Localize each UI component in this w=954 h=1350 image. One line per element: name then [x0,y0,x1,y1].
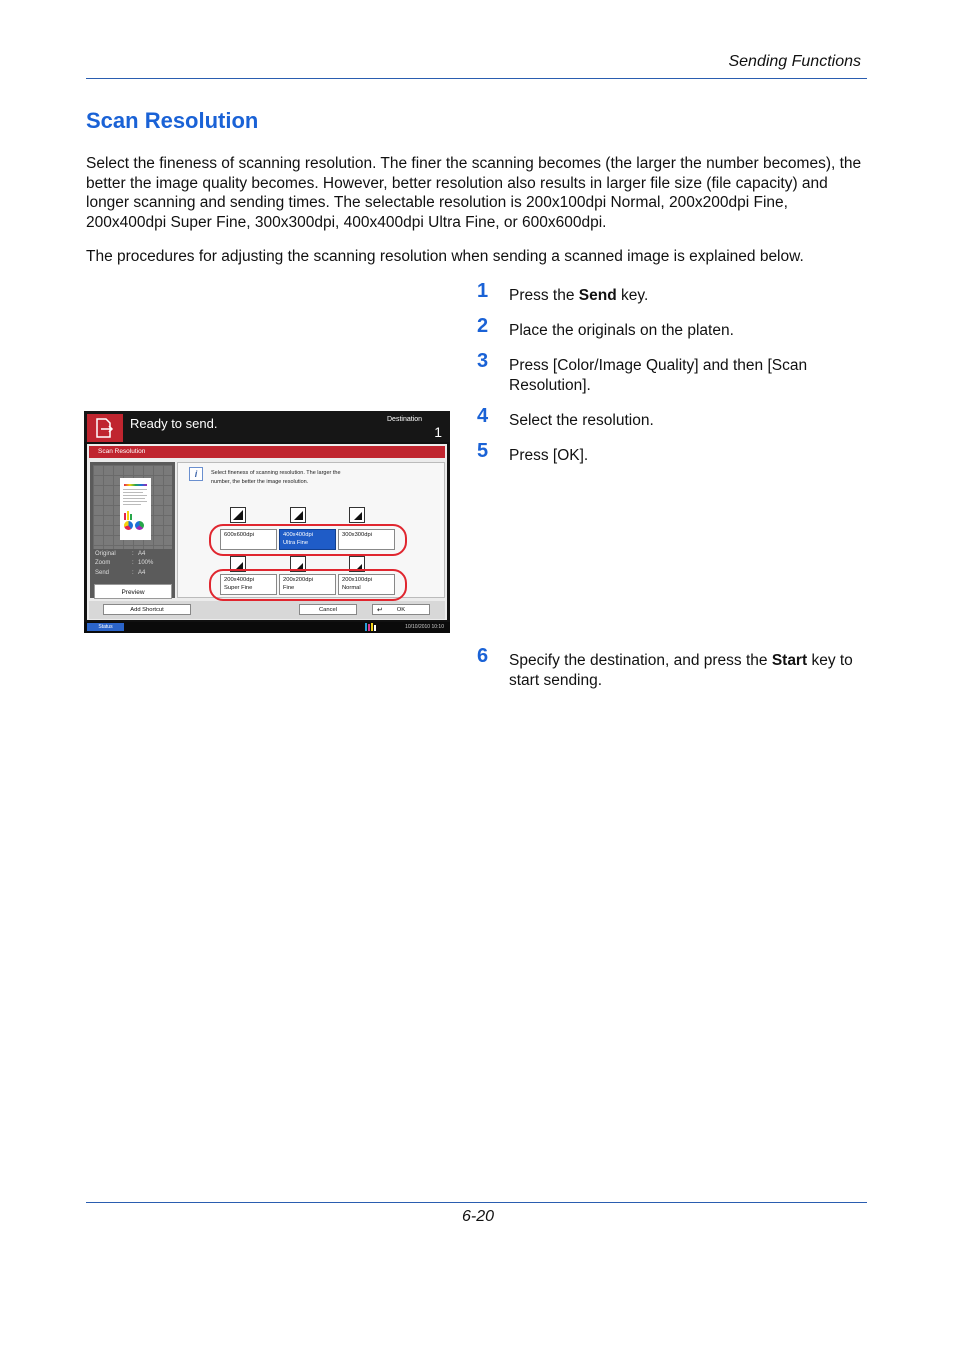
destination-label: Destination [387,416,423,423]
running-head: Sending Functions [728,53,861,70]
function-title: Scan Resolution [89,446,445,458]
status-button[interactable]: Status [87,623,124,631]
page-number: 6-20 [462,1208,495,1225]
step-text: Select the resolution. [509,412,654,429]
step-3 [477,350,867,395]
destination-indicator [384,411,446,442]
step-text: Press [OK]. [509,447,589,464]
step-1 [477,280,867,306]
resolution-settings [177,462,445,598]
step-number: 2 [477,315,489,337]
original-thumbnail [120,478,151,540]
step-number: 5 [477,440,489,462]
resolution-300x300-button[interactable]: 300x300dpi [338,529,395,550]
step-2 [477,315,867,341]
resolution-level-icon [290,507,306,523]
ok-button[interactable]: ↵ OK [372,604,430,615]
resolution-200x400-button[interactable]: 200x400dpi Super Fine [220,574,277,595]
step-number: 1 [477,280,489,302]
procedure-intro: The procedures for adjusting the scanning resolution when sending a scanned image is explained below. [86,248,804,265]
section-title: Scan Resolution [86,108,259,133]
panel-footer [89,601,445,619]
toner-level-icon [365,623,377,631]
info-send: Send : A4 [95,570,146,576]
enter-icon: ↵ [377,607,383,614]
step-text: Press the Send key. [509,287,649,304]
step-text: Press [Color/Image Quality] and then [Scan Resolution]. [509,357,808,394]
intro-paragraph: Select the fineness of scanning resolution. The finer the scanning becomes (the larger the number becomes), the better the image quality becomes. However, better resolution also results in larger file size (file capacity) and longer scanning and sending times. The selectable resolution is 200x100dpi Normal, 200x200dpi Fine, 200x400dpi Super Fine, 300x300dpi, 400x400dpi Ultra Fine, or 600x600dpi. [86,155,862,231]
info-zoom: Zoom : 100% [95,560,154,566]
footer-rule [86,1202,867,1203]
preview-button[interactable]: Preview [94,584,172,599]
send-mode-icon [87,414,123,442]
step-4 [477,405,867,431]
datetime: 10/10/2010 10:10 [405,624,444,630]
preview-pane [90,462,175,598]
instruction-text: Select fineness of scanning resolution. The larger the number, the better the image resolution. [211,470,341,485]
cancel-button[interactable]: Cancel [299,604,357,615]
resolution-600x600-button[interactable]: 600x600dpi [220,529,277,550]
panel-body [87,444,447,620]
header-rule [86,78,867,79]
resolution-level-icon [230,507,246,523]
step-text: Specify the destination, and press the Start key to start sending. [509,652,853,689]
step-number: 3 [477,350,489,372]
step-number: 6 [477,645,489,667]
resolution-200x200-button[interactable]: 200x200dpi Fine [279,574,336,595]
resolution-400x400-button[interactable]: 400x400dpi Ultra Fine [279,529,336,550]
add-shortcut-button[interactable]: Add Shortcut [103,604,191,615]
status-message: Ready to send. [130,416,218,431]
info-icon: i [189,467,203,481]
step-number: 4 [477,405,489,427]
step-text: Place the originals on the platen. [509,322,734,339]
operation-panel-screenshot [84,411,450,633]
info-original: Original : A4 [95,551,146,557]
panel-header [84,411,450,442]
resolution-200x100-button[interactable]: 200x100dpi Normal [338,574,395,595]
status-bar [84,622,450,633]
step-6 [477,645,867,690]
preview-grid [93,465,172,549]
resolution-level-icon [349,507,365,523]
destination-count: 1 [434,424,442,440]
step-5 [477,440,867,466]
